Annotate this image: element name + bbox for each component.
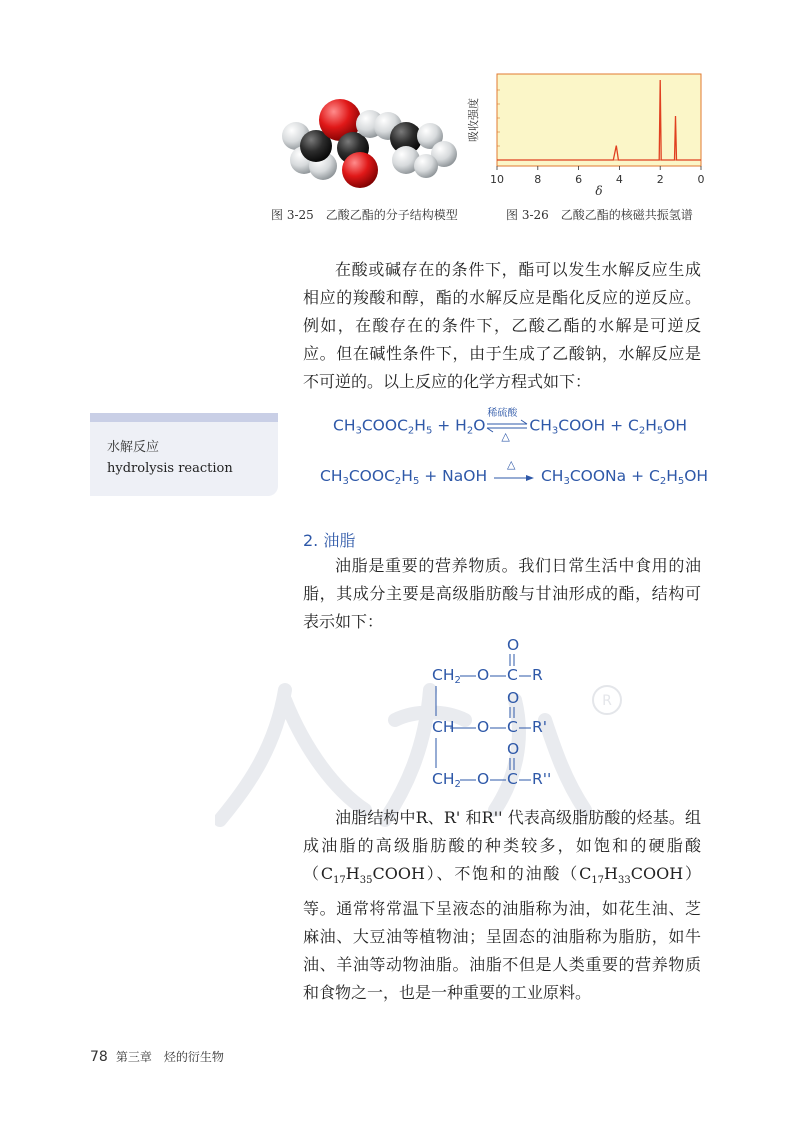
eq1-sub: 3 — [551, 425, 559, 437]
chapter-title: 第三章 烃的衍生物 — [115, 1050, 224, 1064]
p3-text-b: COOH）、不饱和的油酸（C — [372, 864, 592, 883]
heat-symbol: △ — [507, 457, 516, 471]
figure-3-26-caption: 图 3-26 乙酸乙酯的核磁共振氢谱 — [506, 208, 693, 222]
eq1-product: OH — [663, 416, 688, 435]
nmr-spectrum-chart — [455, 72, 715, 202]
c-carbonyl-2: C — [507, 718, 518, 736]
eq2-product: COONa — [569, 467, 627, 485]
eq2-sub: 5 — [677, 476, 685, 487]
nmr-spectrum-svg — [455, 72, 715, 202]
eq1-water: + H — [432, 416, 467, 435]
eq1-product: COOH — [558, 416, 606, 435]
eq1-sub: 5 — [425, 425, 433, 437]
eq1-sub: 5 — [656, 425, 664, 437]
eq1-sub: 3 — [355, 425, 362, 437]
eq2-sub: 2 — [659, 476, 667, 487]
eq1-reactant: CH — [333, 416, 356, 435]
spectrum-x-axis-label: δ — [595, 184, 603, 198]
o-carbonyl-1: O — [507, 636, 520, 654]
x-tick-label: 8 — [534, 173, 542, 186]
c-carbonyl-1: C — [507, 666, 518, 684]
eq2-sub: 5 — [412, 476, 420, 487]
p3-text-a: 油脂结构中R、R' 和R'' 代表高级脂肪酸的烃基。组成油脂的高级脂肪酸的种类较多，如饱和的硬脂酸（C — [303, 808, 701, 883]
page-footer — [90, 1048, 224, 1065]
o-bridge-1: O — [477, 666, 490, 684]
eq1-sub: 2 — [638, 425, 646, 437]
eq2-product: OH — [684, 467, 709, 485]
eq2-reactant: COOC — [348, 467, 395, 485]
eq2-product: + C — [626, 467, 660, 485]
eq1-reactant: H — [414, 416, 426, 435]
reversible-arrow — [485, 408, 529, 443]
eq2-sub: 3 — [563, 476, 570, 487]
base-hydrolysis-equation — [320, 457, 709, 487]
acid-hydrolysis-equation — [333, 408, 688, 443]
eq1-product: H — [645, 416, 657, 435]
o-bridge-3: O — [477, 770, 490, 788]
eq2-reactant: H — [401, 467, 413, 485]
ch-mid: CH — [432, 718, 455, 736]
heat-symbol: △ — [501, 430, 510, 443]
eq1-reactant: COOC — [361, 416, 408, 435]
ethyl-acetate-molecule-model — [268, 88, 473, 203]
fats-intro-paragraph: 油脂是重要的营养物质。我们日常生活中食用的油脂，其成分主要是高级脂肪酸与甘油形成的酯，结构可表示如下： — [303, 556, 701, 631]
r-group-1: R — [532, 666, 543, 684]
eq1-sub: 2 — [466, 425, 474, 437]
eq1-product: + C — [605, 416, 639, 435]
spectrum-plot-area — [497, 74, 701, 166]
structure-bonds — [400, 632, 580, 792]
eq1-water: O — [473, 416, 486, 435]
x-tick-label: 4 — [615, 173, 623, 186]
hydrolysis-paragraph: 在酸或碱存在的条件下，酯可以发生水解反应生成相应的羧酸和醇，酯的水解反应是酯化反应的逆反应。例如，在酸存在的条件下，乙酸乙酯的水解是可逆反应。但在碱性条件下，由于生成了乙酸钠，水解反应是不可逆的。以上反应的化学方程式如下： — [303, 260, 701, 391]
p3-text-c: COOH）等。通常将常温下呈液态的油脂称为油，如花生油、芝麻油、大豆油等植物油；呈固态的油脂称为脂肪，如牛油、羊油等动物油脂。油脂不但是人类重要的营养物质和食物之一，也是一种重要的工业原料。 — [303, 864, 701, 1003]
x-tick-label: 6 — [575, 173, 583, 186]
p3-sub: 17 — [591, 875, 605, 887]
r-group-2: R' — [532, 718, 548, 736]
eq1-product: CH — [529, 416, 552, 435]
eq2-product: CH — [536, 467, 564, 485]
fat-composition-paragraph: 油脂结构中R、R' 和R'' 代表高级脂肪酸的烃基。组成油脂的高级脂肪酸的种类较多，如饱和的硬脂酸$(C_{17}H_{35}COOH)$、不饱和的油酸$(C_{17}H_{33}COOH)$等。通常将常温下呈液态的油脂称为油，如花生油、芝麻油、大豆油等植物油；呈固态的油脂称为脂肪，如牛油、羊油等动物油脂。油脂不但是人类重要的营养物质和食物之一，也是一种重要的工业原料。 — [303, 808, 701, 1003]
forward-arrow — [492, 457, 536, 486]
eq2-sub: 2 — [394, 476, 402, 487]
x-tick-label: 10 — [490, 173, 504, 186]
catalyst-label: 稀硫酸 — [487, 408, 518, 419]
o-carbonyl-3: O — [507, 740, 520, 758]
p3-sub: 33 — [618, 875, 631, 887]
eq2-sub: 3 — [342, 476, 349, 487]
figure-3-25-caption: 图 3-25 乙酸乙酯的分子结构模型 — [271, 208, 458, 222]
x-tick-label: 2 — [656, 173, 664, 186]
ch2-top: $CH_2$ — [432, 666, 461, 686]
page-number: 78 — [90, 1049, 108, 1065]
eq1-sub: 2 — [407, 425, 415, 437]
p3-sub: 35 — [359, 875, 373, 887]
ch2-bottom: $CH_2$ — [432, 770, 461, 790]
eq2-reactant: CH — [320, 467, 343, 485]
section-heading: 2. 油脂 — [303, 531, 356, 550]
eq2-naoh: + NaOH — [419, 467, 493, 485]
o-bridge-2: O — [477, 718, 490, 736]
term-chinese: 水解反应 — [107, 440, 160, 455]
eq2-product: H — [666, 467, 678, 485]
x-tick-label: 0 — [697, 173, 705, 186]
r-group-3: R'' — [532, 770, 552, 788]
spectrum-y-axis-label: 吸收强度 — [467, 98, 480, 142]
triglyceride-structure — [400, 632, 580, 792]
o-carbonyl-2: O — [507, 689, 520, 707]
p3-sub: 17 — [333, 875, 346, 887]
term-english: hydrolysis reaction — [107, 461, 233, 476]
c-carbonyl-3: C — [507, 770, 518, 788]
svg-text:R: R — [602, 693, 612, 709]
